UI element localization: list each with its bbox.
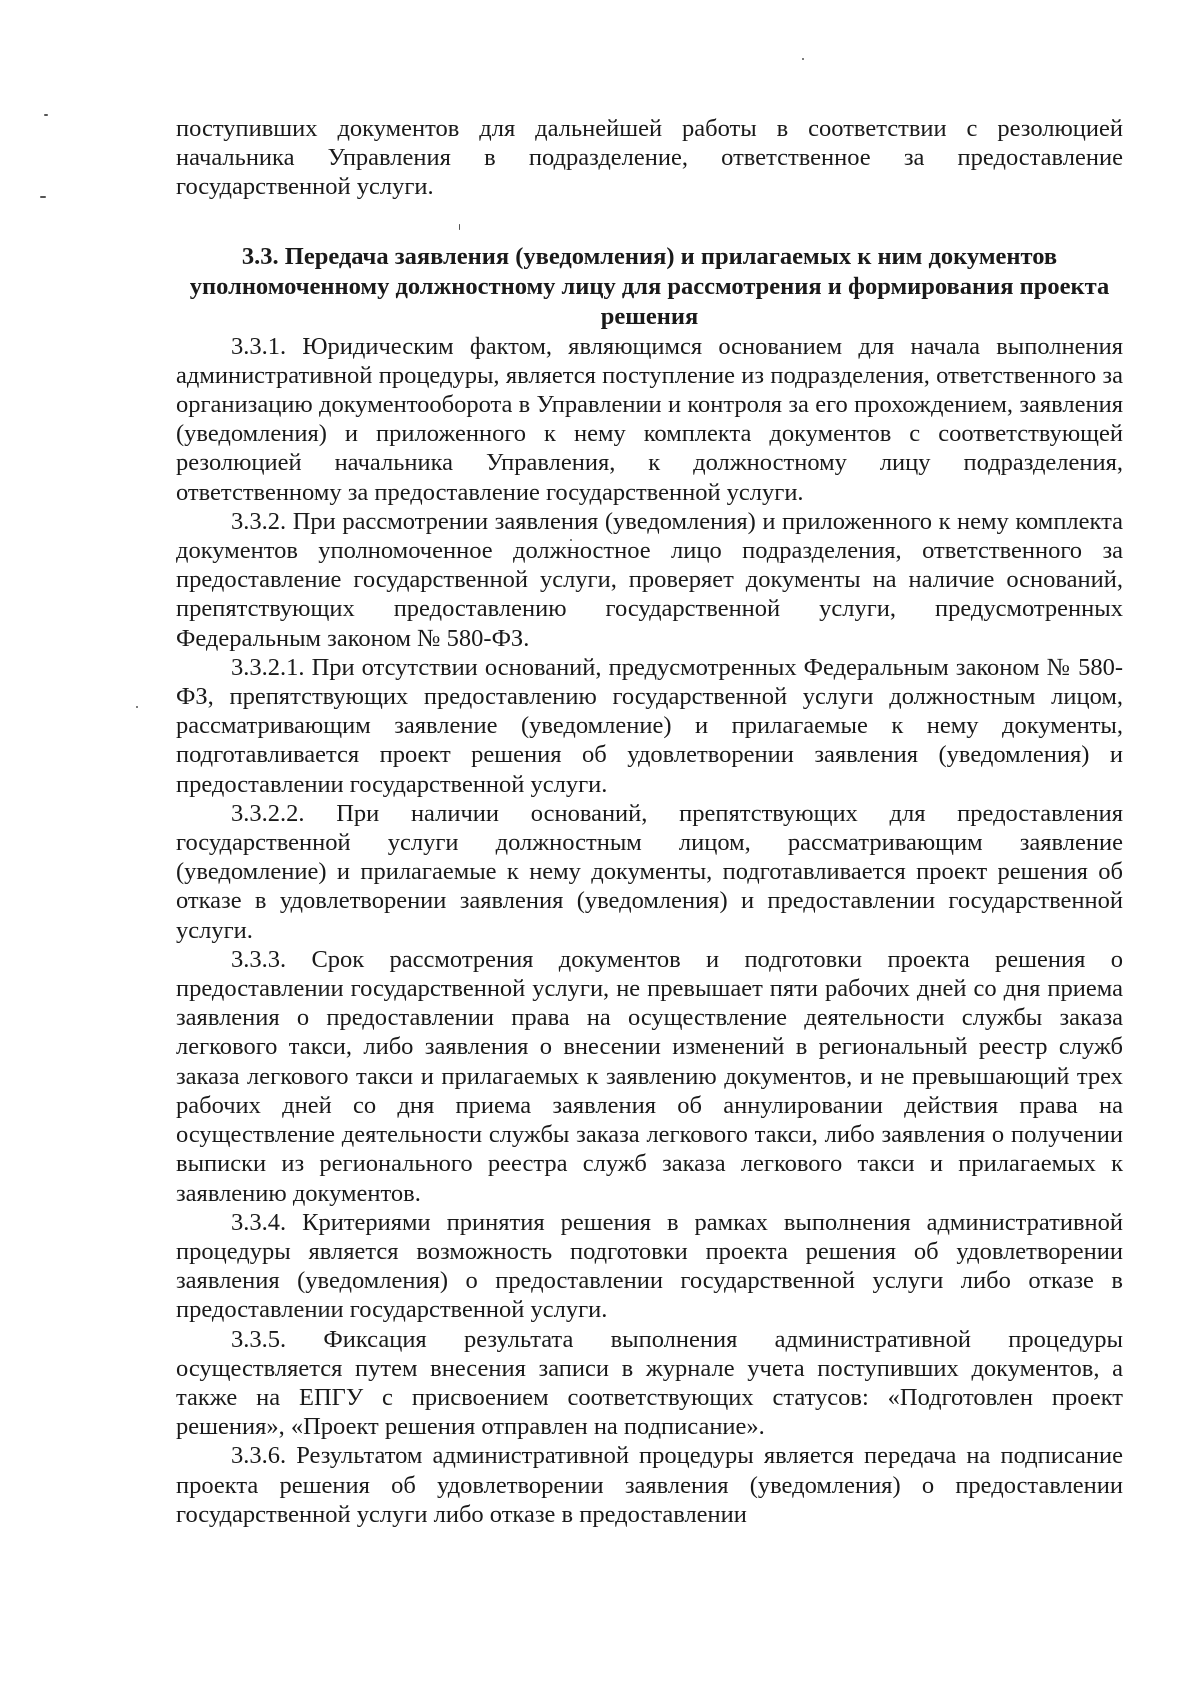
paragraph-3-3-2: 3.3.2. При рассмотрении заявления (уведомления) и приложенного к нему комплекта документов уполномоченное должностное лицо подразделения, ответственного за предоставление государственной услуги, проверяет документы на наличие оснований, препятствующих предоставлению государственной услуги, предусмотренных Федеральным законом № 580-ФЗ. [176,507,1123,652]
scan-mark [802,58,804,60]
scan-mark [136,706,138,708]
paragraph-3-3-2-2: 3.3.2.2. При наличии оснований, препятствующих для предоставления государственной услуги должностным лицом, рассматривающим заявление (уведомление) и прилагаемые к нему документы, подготавливается проект решения об отказе в удовлетворении заявления (уведомления) и предоставлении государственной услуги. [176,799,1123,944]
scan-mark [44,114,48,116]
paragraph-3-3-1: 3.3.1. Юридическим фактом, являющимся основанием для начала выполнения административной процедуры, является поступление из подразделения, ответственного за организацию документооборота в Управлении и контроля за его прохождением, заявления (уведомления) и приложенного к нему комплекта документов с соответствующей резолюцией начальника Управления, к должностному лицу подразделения, ответственному за предоставление государственной услуги. [176,332,1123,506]
paragraph-3-3-2-1: 3.3.2.1. При отсутствии оснований, предусмотренных Федеральным законом № 580-ФЗ, препятствующих предоставлению государственной услуги должностным лицом, рассматривающим заявление (уведомление) и прилагаемые к нему документы, подготавливается проект решения об удовлетворении заявления (уведомления) и предоставлении государственной услуги. [176,653,1123,798]
scan-mark [40,196,46,198]
paragraph-3-3-5: 3.3.5. Фиксация результата выполнения административной процедуры осуществляется путем внесения записи в журнале учета поступивших документов, а также на ЕПГУ с присвоением соответствующих статусов: «Подготовлен проект решения», «Проект решения отправлен на подписание». [176,1325,1123,1441]
intro-paragraph: поступивших документов для дальнейшей работы в соответствии с резолюцией начальника Управления в подразделение, ответственное за предоставление государственной услуги. [176,115,1123,201]
section-heading: 3.3. Передача заявления (уведомления) и прилагаемых к ним документов уполномоченному должностному лицу для рассмотрения и формирования проекта решения [189,242,1110,330]
paragraph-3-3-4: 3.3.4. Критериями принятия решения в рамках выполнения административной процедуры является возможность подготовки проекта решения об удовлетворении заявления (уведомления) о предоставлении государственной услуги либо отказе в предоставлении государственной услуги. [176,1208,1123,1324]
document-body [176,114,1123,1529]
paragraph-3-3-3: 3.3.3. Срок рассмотрения документов и подготовки проекта решения о предоставлении государственной услуги, не превышает пяти рабочих дней со дня приема заявления о предоставлении права на осуществление деятельности службы заказа легкового такси, либо заявления о внесении изменений в региональный реестр служб заказа легкового такси и прилагаемых к заявлению документов, и не превышающий трех рабочих дней со дня приема заявления об аннулировании действия права на осуществление деятельности службы заказа легкового такси, либо заявления о получении выписки из регионального реестра служб заказа легкового такси и прилагаемых к заявлению документов. [176,945,1123,1207]
paragraph-3-3-6: 3.3.6. Результатом административной процедуры является передача на подписание проекта решения об удовлетворении заявления (уведомления) о предоставлении государственной услуги либо отказе в предоставлении [176,1442,1123,1528]
